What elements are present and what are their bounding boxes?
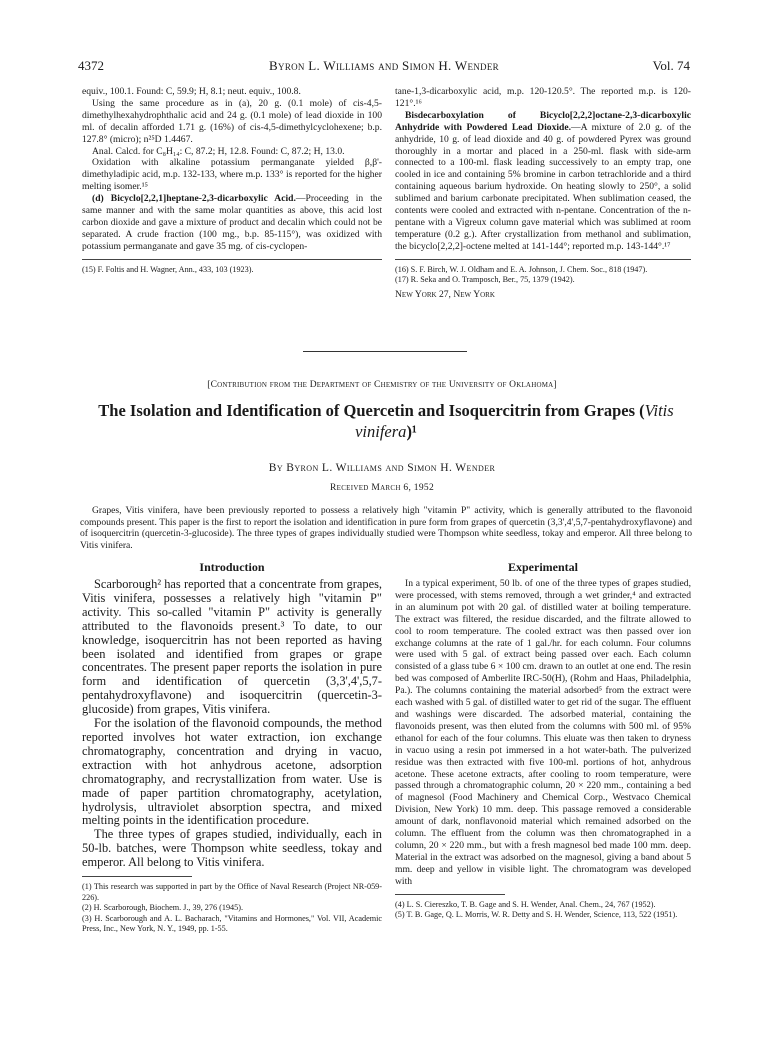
- paragraph: The three types of grapes studied, individually, each in 50-lb. batches, were Thompson white seedless, tokay and emperor. All belong to Vitis vinifera.: [82, 827, 382, 870]
- footnote: (1) This research was supported in part by the Office of Naval Research (Project NR-059-226).: [82, 882, 382, 902]
- continued-text-right-column: [395, 86, 691, 301]
- subsection-heading: (d) Bicyclo[2,2,1]heptane-2,3-dicarboxylic Acid.: [92, 193, 296, 205]
- paragraph: Anal. Calcd. for C₈H₁₄: C, 87.2; H, 12.8. Found: C, 87.2; H, 13.0.: [92, 145, 345, 157]
- paragraph: [82, 193, 382, 253]
- footnote-separator: [82, 876, 192, 877]
- running-header-authors: Byron L. Williams and Simon H. Wender: [269, 58, 499, 73]
- paragraph: equiv., 100.1. Found: C, 59.9; H, 8.1; neut. equiv., 100.8.: [82, 86, 301, 97]
- footnote: (2) H. Scarborough, Biochem. J., 39, 276 (1945).: [82, 903, 243, 913]
- title-end: )¹: [406, 422, 417, 441]
- section-divider: [303, 351, 467, 352]
- subsection-heading: Bisdecarboxylation of Bicyclo[2,2,2]octane-2,3-dicarboxylic Anhydride with Powdered Lead Dioxide.: [395, 109, 691, 133]
- paragraph: Scarborough² has reported that a concentrate from grapes, Vitis vinifera, possesses a relatively high "vitamin P" activity. This so-called "vitamin P" activity is generally attributed to the flavonoids present.³ To date, to our knowledge, isoquercitrin has not been reported as having been isolated and identified from grapes or grape concentrates. The present paper reports the isolation in pure form and identification of quercetin (3,3',4',5,7-pentahydroxyflavone) and isoquercitrin (quercetin-3-glucoside) from grapes, Vitis vinifera.: [82, 577, 382, 717]
- byline: By Byron L. Williams and Simon H. Wender: [268, 462, 496, 474]
- footnote: (16) S. F. Birch, W. J. Oldham and E. A. Johnson, J. Chem. Soc., 818 (1947).: [395, 264, 648, 274]
- introduction-heading: Introduction: [199, 560, 265, 574]
- contribution-line: [Contribution from the Department of Chemistry of the University of Oklahoma]: [207, 380, 557, 390]
- article-title: [80, 400, 692, 442]
- paragraph: Using the same procedure as in (a), 20 g. (0.1 mole) of cis-4,5-dimethylhexahydrophthalic acid and 24 g. (0.1 mole) of lead dioxide in 100 ml. of decalin afforded 1.71 g. (16%) of cis-4,5-dimethylcyclohexene; b.p. 127.8° (micro); n²⁵D 1.4467.: [82, 97, 382, 145]
- footnote: (15) F. Foltis and H. Wagner, Ann., 433, 103 (1923).: [82, 264, 254, 274]
- continued-text-left-column: [82, 86, 382, 275]
- title-text: The Isolation and Identification of Quercetin and Isoquercitrin from Grapes (: [98, 401, 645, 420]
- location-line: New York 27, New York: [395, 288, 495, 300]
- footnote: (17) R. Seka and O. Tramposch, Ber., 75, 1379 (1942).: [395, 275, 575, 285]
- received-date: Received March 6, 1952: [329, 483, 435, 493]
- footnote-separator: [82, 259, 382, 260]
- introduction-column: [82, 578, 382, 935]
- paragraph: Oxidation with alkaline potassium permanganate yielded β,β'-dimethyladipic acid, m.p. 132-133, where m.p. 133° is reported for the higher melting isomer.¹⁵: [82, 157, 382, 193]
- footnote: (3) H. Scarborough and A. L. Bacharach, "Vitamins and Hormones," Vol. VII, Academic Press, Inc., New York, N. Y., 1949, pp. 1-55.: [82, 913, 382, 934]
- paragraph: For the isolation of the flavonoid compounds, the method reported involves hot water extraction, ion exchange chromatography, concentration and drying in vacuo, extraction with hot anhydrous acetone, adsorption chromatography, and recrystallization from water. Use is made of paper partition chromatography, acetylation, hydrolysis, ultraviolet absorption spectra, and mixed melting points in the identification procedure.: [82, 716, 382, 828]
- running-header: [78, 58, 690, 76]
- paragraph: [395, 110, 691, 253]
- paragraph: tane-1,3-dicarboxylic acid, m.p. 120-120.5°. The reported m.p. is 120-121°.¹⁶: [395, 86, 691, 109]
- abstract: Grapes, Vitis vinifera, have been previously reported to possess a relatively high "vitamin P" activity, which is generally attributed to the flavonoid compounds present. This paper is the first to report the isolation and identification in pure form from grapes of quercetin (3,3',4',5,7-pentahydroxyflavone) and of isoquercitrin (quercetin-3-glucoside). The three types of grapes individually studied were Thompson white seedless, tokay and emperor. All three belong to Vitis vinifera.: [80, 505, 692, 551]
- footnote: (4) L. S. Ciereszko, T. B. Gage and S. H. Wender, Anal. Chem., 24, 767 (1952).: [395, 899, 656, 909]
- experimental-column: [395, 578, 691, 921]
- footnote-separator: [395, 894, 505, 895]
- title-italic: Vitis vinifera: [355, 401, 674, 441]
- volume-number: Vol. 74: [652, 58, 690, 73]
- paragraph-body: —A mixture of 2.0 g. of the anhydride, 10 g. of lead dioxide and 40 g. of powdered Pyrex was ground thoroughly in a mortar and placed in a 250-ml. flask with side-arm connected to a 100-ml. flask leading successively to an empty trap, one cooled in ice and containing 5% bromine in carbon tetrachloride and a third containing aqueous barium hydroxide. On heating slowly to 250°, a solid sublimed and barium carbonate precipitated. When sublimation ceased, the contents were cooled and extracted with n-pentane. Concentration of the n-pentane with a Vigreux column gave material which was sublimed at room temperature (0.2 g.). After crystallization from methanol and sublimation, the bicyclo[2,2,2]-octene melted at 141-144°; reported m.p. 143-144°.¹⁷: [395, 121, 691, 252]
- paragraph-body: —Proceeding in the same manner and with the same molar quantities as above, this acid lost carbon dioxide and gave a mixture of product and decalin which could not be separated. A crude fraction (100 mg., b.p. 85-115°), was oxidized with potassium permanganate and gave 35 mg. of cis-cyclopen-: [82, 193, 382, 252]
- paragraph: In a typical experiment, 50 lb. of one of the three types of grapes studied, were processed, with stems removed, through a wet grinder,⁴ and extracted in an aluminum pot with 20 gal. of distilled water at boiling temperature. The extract was filtered, the residue discarded, and the filtrate allowed to cool to room temperature. The cooled extract was then passed over ion exchange columns at the rate of 1 gal./hr. for each column. Four columns were used with 5 gal. of extract being passed over each. Each column consisted of a glass tube 6 × 100 cm. drawn to an outlet at one end. The resin bed was composed of Amberlite IRC-50(H), (Rohm and Haas, Philadelphia, Pa.). The columns containing the material adsorbed⁵ from the extract were each washed with 5 gal. of distilled water to get rid of the sugar. The effluent and washings were discarded. The adsorbed material, containing the flavonoids present, was then eluted from the columns with 500 ml. of 95% ethanol for each of the four columns. This eluate was then taken to dryness in vacuo using a resin pot immersed in a hot water-bath. The pulverized residue was then extracted with five 100-ml. portions of hot, anhydrous acetone. These acetone extracts, after cooling to room temperature, were passed through a chromatographic column, 20 × 220 mm., containing a bed of magnesol (Food Machinery and Chemical Corp., Westvaco Chemical Division, New York) 10 mm. deep. This passage removed a considerable amount of dark, nonflavonoid material which remained adsorbed on the column. The effluent from the column was then chromatographed in a column, 20 × 220 mm., but with a fresh magnesol bed made 100 mm. deep. Material in the extract was adsorbed on the magnesol, giving a band about 5 mm. deep and yellow in visible light. The chromatogram was developed with: [395, 578, 691, 887]
- footnote-separator: [395, 259, 691, 260]
- footnote: (5) T. B. Gage, Q. L. Morris, W. R. Detty and S. H. Wender, Science, 113, 522 (1951).: [395, 910, 678, 920]
- page-number: 4372: [78, 58, 104, 73]
- experimental-heading: Experimental: [508, 560, 578, 574]
